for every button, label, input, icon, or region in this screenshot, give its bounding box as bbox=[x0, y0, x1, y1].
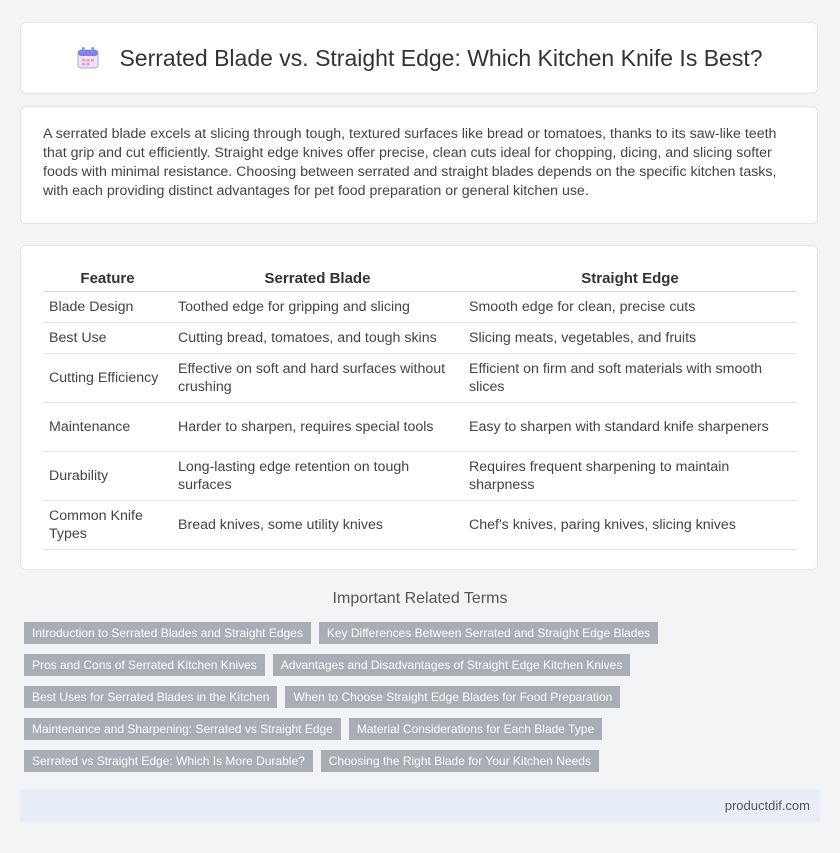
related-term-link[interactable]: Introduction to Serrated Blades and Straight Edges bbox=[24, 622, 311, 644]
calendar-icon bbox=[75, 45, 101, 71]
table-cell: Blade Design bbox=[43, 292, 172, 323]
footer bbox=[20, 789, 820, 822]
table-cell: Durability bbox=[43, 452, 172, 501]
related-term-link[interactable]: Pros and Cons of Serrated Kitchen Knives bbox=[24, 654, 265, 676]
table-row bbox=[43, 323, 797, 354]
related-term-link[interactable]: Key Differences Between Serrated and Straight Edge Blades bbox=[319, 622, 658, 644]
table-cell: Maintenance bbox=[43, 403, 172, 452]
table-row bbox=[43, 354, 797, 403]
related-term-link[interactable]: Best Uses for Serrated Blades in the Kitchen bbox=[24, 686, 277, 708]
related-term-link[interactable]: Serrated vs Straight Edge: Which Is More Durable? bbox=[24, 750, 313, 772]
column-header-feature: Feature bbox=[43, 264, 172, 292]
related-term-link[interactable]: Choosing the Right Blade for Your Kitchen Needs bbox=[321, 750, 599, 772]
related-term-link[interactable]: Maintenance and Sharpening: Serrated vs Straight Edge bbox=[24, 718, 341, 740]
intro-text: A serrated blade excels at slicing through tough, textured surfaces like bread or tomatoes, thanks to its saw-like teeth that grip and cut efficiently. Straight edge knives offer precise, clean cuts ideal for chopping, dicing, and slicing softer foods with minimal resistance. Choosing between serrated and straight blades depends on the specific kitchen tasks, with each providing distinct advantages for pet food preparation or general kitchen use. bbox=[43, 126, 777, 199]
table-row bbox=[43, 452, 797, 501]
intro-card bbox=[20, 106, 818, 224]
tag-row bbox=[24, 622, 824, 644]
page-header bbox=[20, 22, 818, 94]
footer-site-link[interactable]: productdif.com bbox=[724, 798, 810, 813]
column-header-straight: Straight Edge bbox=[463, 264, 797, 292]
table-row bbox=[43, 501, 797, 550]
related-terms-title: Important Related Terms bbox=[332, 590, 508, 607]
table-header-row bbox=[43, 264, 797, 292]
related-term-link[interactable]: Material Considerations for Each Blade Type bbox=[349, 718, 602, 740]
table-cell: Best Use bbox=[43, 323, 172, 354]
table-cell: Efficient on firm and soft materials with smooth slices bbox=[463, 354, 797, 403]
related-term-link[interactable]: When to Choose Straight Edge Blades for Food Preparation bbox=[285, 686, 620, 708]
table-row bbox=[43, 403, 797, 452]
table-cell: Harder to sharpen, requires special tools bbox=[172, 403, 463, 452]
table-cell: Bread knives, some utility knives bbox=[172, 501, 463, 550]
tag-row bbox=[24, 718, 824, 740]
table-cell: Effective on soft and hard surfaces without crushing bbox=[172, 354, 463, 403]
column-header-serrated: Serrated Blade bbox=[172, 264, 463, 292]
related-term-link[interactable]: Advantages and Disadvantages of Straight Edge Kitchen Knives bbox=[273, 654, 631, 676]
tag-row bbox=[24, 750, 824, 772]
table-row bbox=[43, 292, 797, 323]
table-cell: Chef's knives, paring knives, slicing knives bbox=[463, 501, 797, 550]
page-title: Serrated Blade vs. Straight Edge: Which Kitchen Knife Is Best? bbox=[119, 44, 763, 71]
table-cell: Easy to sharpen with standard knife sharpeners bbox=[463, 403, 797, 452]
table-cell: Toothed edge for gripping and slicing bbox=[172, 292, 463, 323]
tag-row bbox=[24, 686, 824, 708]
table-cell: Smooth edge for clean, precise cuts bbox=[463, 292, 797, 323]
tag-row bbox=[24, 654, 824, 676]
table-cell: Cutting bread, tomatoes, and tough skins bbox=[172, 323, 463, 354]
table-cell: Long-lasting edge retention on tough surfaces bbox=[172, 452, 463, 501]
related-terms-list bbox=[24, 622, 824, 782]
comparison-table-card bbox=[20, 245, 818, 570]
comparison-table bbox=[43, 264, 797, 550]
table-cell: Requires frequent sharpening to maintain sharpness bbox=[463, 452, 797, 501]
table-cell: Slicing meats, vegetables, and fruits bbox=[463, 323, 797, 354]
table-cell: Cutting Efficiency bbox=[43, 354, 172, 403]
table-cell: Common Knife Types bbox=[43, 501, 172, 550]
